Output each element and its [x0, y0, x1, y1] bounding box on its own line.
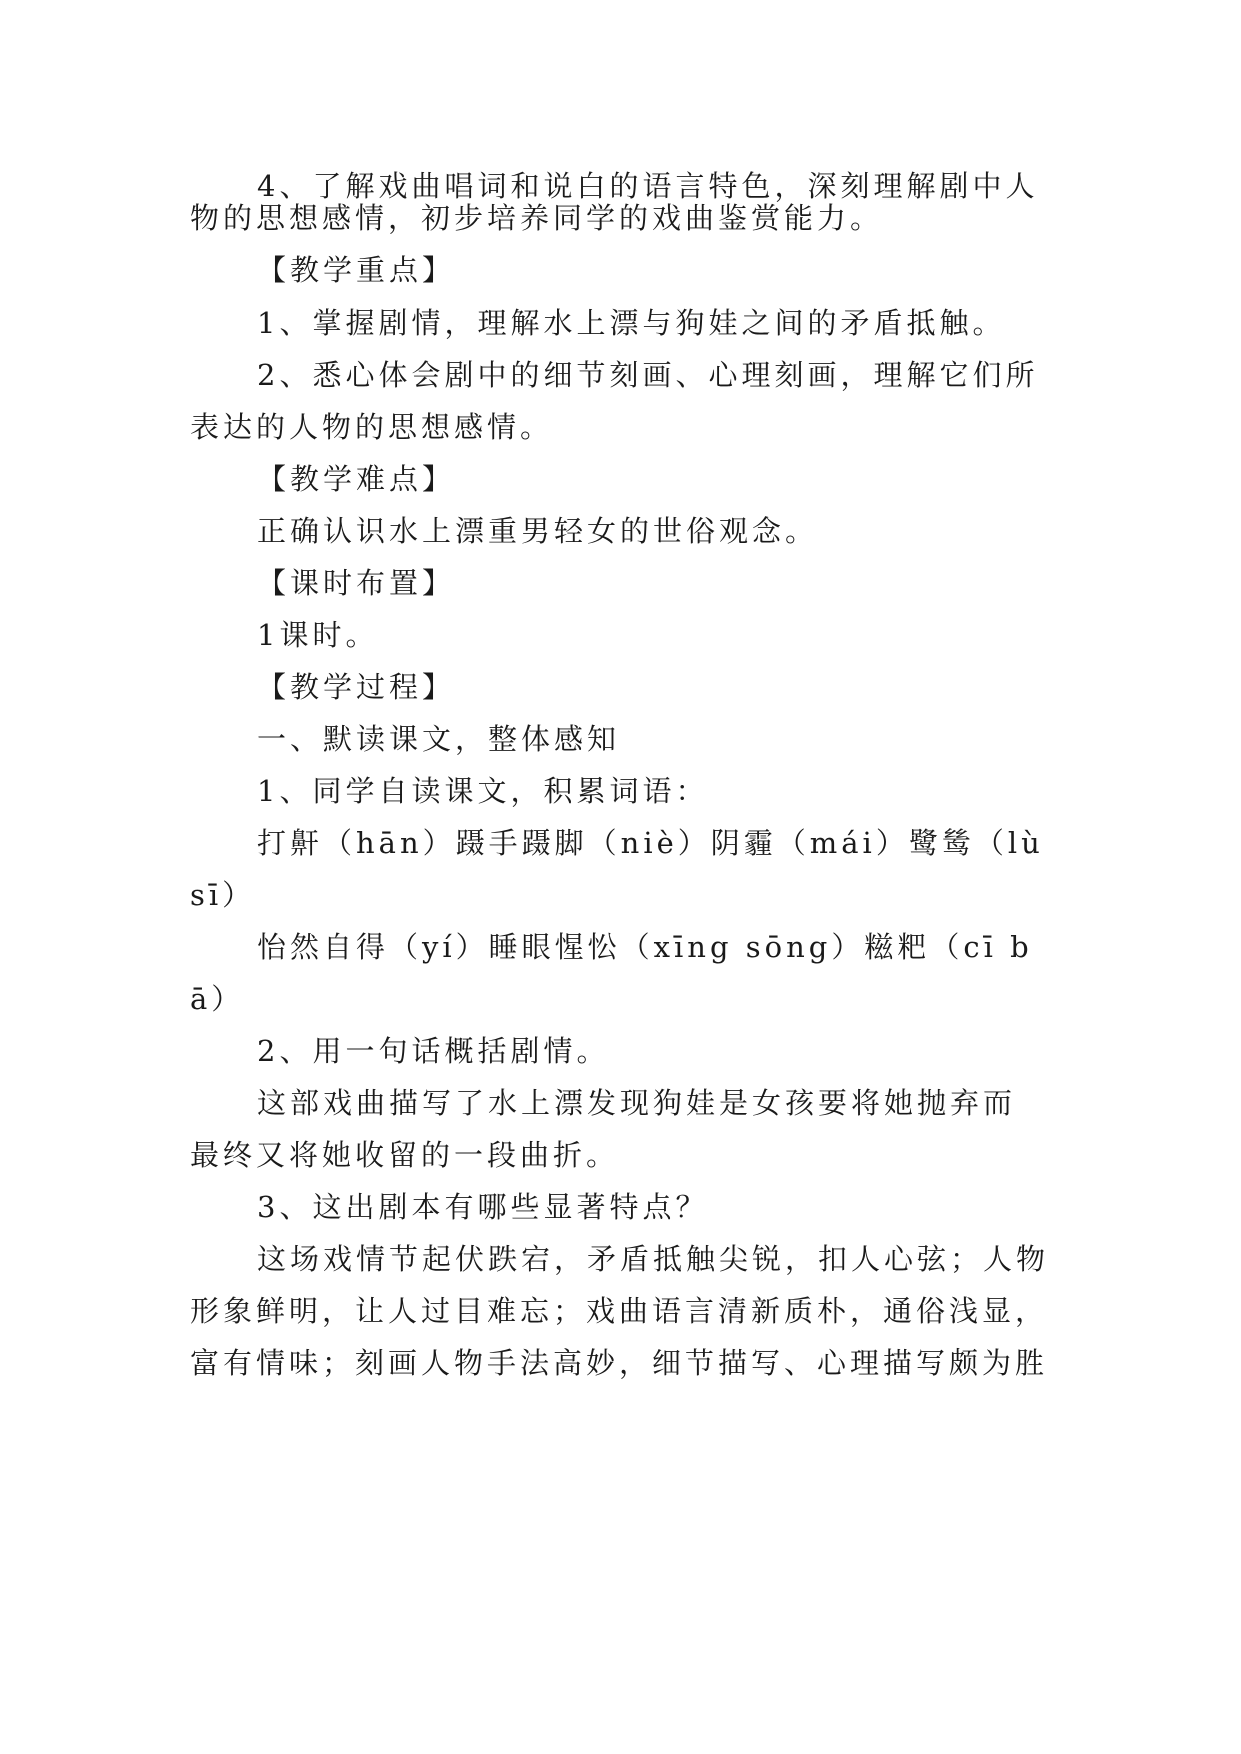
paragraph-line: 正确认识水上漂重男轻女的世俗观念。	[257, 514, 819, 548]
paragraph-line: 3、这出剧本有哪些显著特点？	[257, 1190, 709, 1224]
paragraph-line: 1、同学自读课文，积累词语：	[257, 774, 709, 808]
paragraph-line: 形象鲜明，让人过目难忘；戏曲语言清新质朴，通俗浅显，	[190, 1294, 1049, 1328]
paragraph-line: 1课时。	[257, 618, 379, 652]
section-heading: 【教学重点】	[257, 253, 456, 287]
paragraph-line: 2、用一句话概括剧情。	[257, 1034, 610, 1068]
paragraph-line: 这部戏曲描写了水上漂发现狗娃是女孩要将她抛弃而	[257, 1086, 1017, 1120]
section-heading: 【教学过程】	[257, 670, 456, 704]
subheading: 一、默读课文，整体感知	[257, 722, 621, 756]
paragraph-line: 怡然自得（yí）睡眼惺忪（xīng sōng）糍粑（cī b	[257, 930, 1033, 964]
paragraph-line: 1、掌握剧情，理解水上漂与狗娃之间的矛盾抵触。	[257, 306, 1006, 340]
section-heading: 【教学难点】	[257, 462, 456, 496]
paragraph-line: 这场戏情节起伏跌宕，矛盾抵触尖锐，扣人心弦；人物	[257, 1242, 1050, 1276]
paragraph-line: ā）	[190, 982, 245, 1016]
paragraph-line: 富有情味；刻画人物手法高妙，细节描写、心理描写颇为胜	[190, 1346, 1049, 1380]
paragraph-line: 4、了解戏曲唱词和说白的语言特色，深刻理解剧中人	[257, 169, 1039, 203]
paragraph-line: 物的思想感情，初步培养同学的戏曲鉴赏能力。	[190, 201, 884, 235]
section-heading: 【课时布置】	[257, 566, 456, 600]
paragraph-line: sī）	[190, 878, 256, 912]
paragraph-line: 打鼾（hān）蹑手蹑脚（niè）阴霾（mái）鹭鸶（lù	[257, 826, 1044, 860]
paragraph-line: 最终又将她收留的一段曲折。	[190, 1138, 620, 1172]
paragraph-line: 2、悉心体会剧中的细节刻画、心理刻画，理解它们所	[257, 358, 1039, 392]
paragraph-line: 表达的人物的思想感情。	[190, 410, 554, 444]
